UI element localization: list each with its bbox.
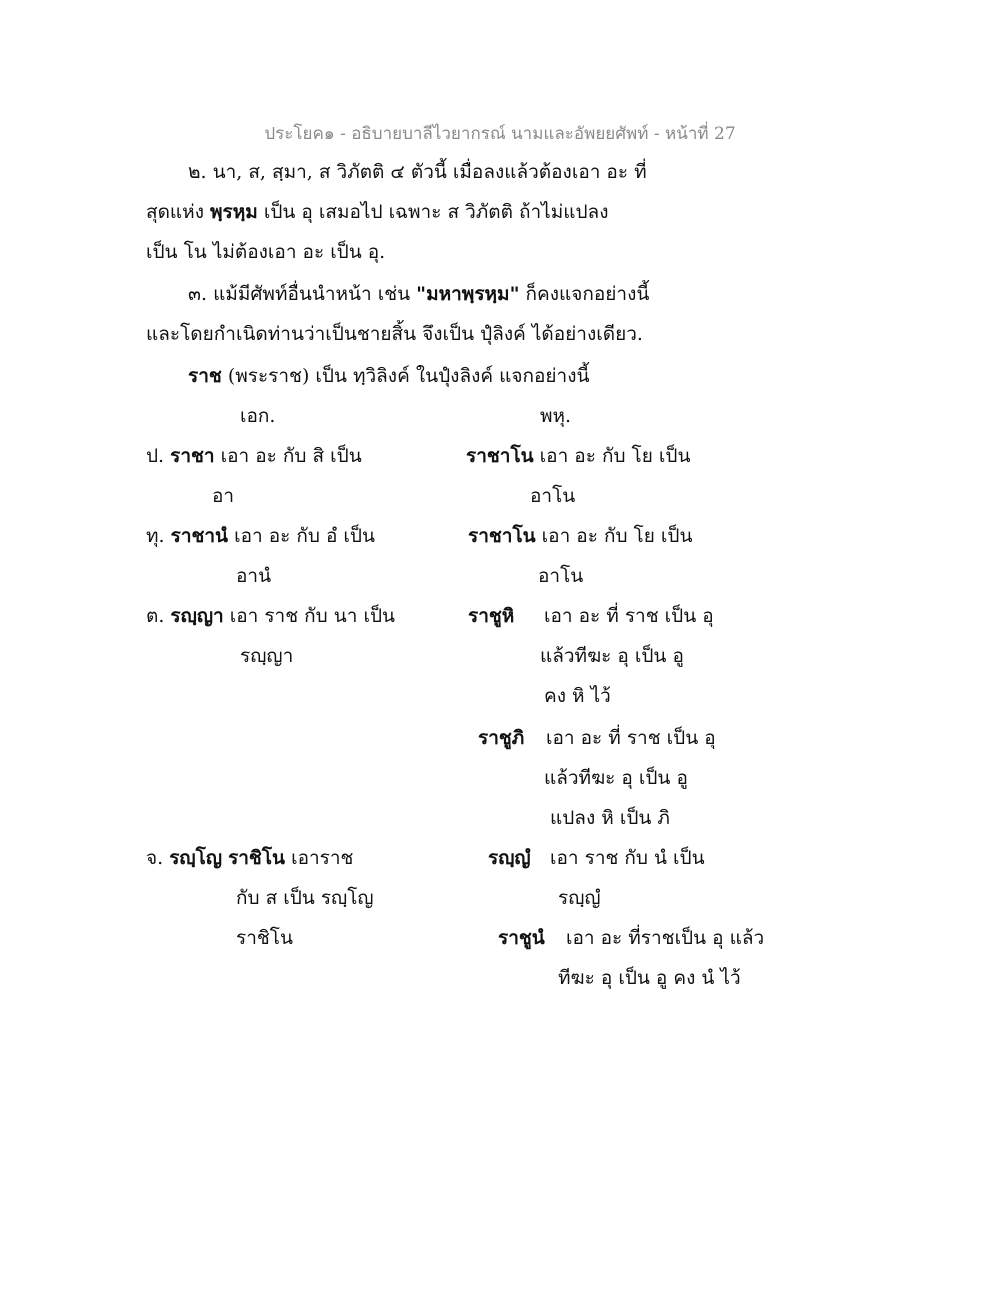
text: เอา อะ กับ อํ เป็น <box>228 525 375 547</box>
text: เอา อะ กับ โย เป็น <box>535 525 693 547</box>
ta-plural-form-2: ราชูภิ <box>478 727 525 749</box>
page-header: ประโยค๑ - อธิบายบาลีไวยากรณ์ นามและอัพยยศัพท์ - หน้าที่ 27 <box>264 124 736 144</box>
column-heading-singular: เอก. <box>240 405 276 427</box>
text: (พระราช) เป็น ทฺวิลิงค์ ในปุํงลิงค์ แจกอย่างนี้ <box>221 365 590 387</box>
ta-plural-2-line-2: แล้วทีฆะ อุ เป็น อู <box>544 767 688 789</box>
text: เอาราช <box>285 847 354 869</box>
ja-plural-1-line-1: เอา ราช กับ นํ เป็น <box>550 847 705 869</box>
text: ๓. แม้มีศัพท์อื่นนำหน้า เช่น <box>188 283 417 305</box>
ta-plural-2-line-1: เอา อะ ที่ ราช เป็น อุ <box>546 727 716 749</box>
declined-form: รญฺญา <box>170 605 224 627</box>
ta-plural-2-line-3: แปลง หิ เป็น ภิ <box>550 807 670 829</box>
declined-form: รญฺโญ <box>169 847 223 869</box>
column-heading-plural: พหุ. <box>540 405 572 427</box>
text: ก็คงแจกอย่างนี้ <box>519 283 650 305</box>
case-label: ป. <box>146 445 171 467</box>
ta-plural-form-1: ราชูหิ <box>468 605 515 627</box>
ja-singular-line-3: ราชิโน <box>236 927 293 949</box>
declined-form: ราชา <box>170 445 215 467</box>
text: เอา อะ กับ สิ เป็น <box>214 445 362 467</box>
text: เอา ราช กับ นา เป็น <box>223 605 395 627</box>
pa-plural-line-1 <box>466 442 690 470</box>
ja-plural-1-line-2: รญฺญํ <box>558 887 601 909</box>
declension-intro <box>188 362 589 390</box>
case-label: ต. <box>146 605 171 627</box>
text: เอา อะ กับ โย เป็น <box>533 445 691 467</box>
thu-plural-line-1 <box>468 522 692 550</box>
ta-plural-1-line-3: คง หิ ไว้ <box>544 685 611 707</box>
case-label: ทุ. <box>146 525 171 547</box>
ta-plural-1-line-2: แล้วทีฆะ อุ เป็น อู <box>540 645 684 667</box>
ta-plural-1-line-1: เอา อะ ที่ ราช เป็น อุ <box>544 605 714 627</box>
text: สุดแห่ง <box>146 201 211 223</box>
ja-singular-line-1 <box>146 844 353 872</box>
text: เป็น อุ เสมอไป เฉพาะ ส วิภัตติ ถ้าไม่แปลง <box>257 201 609 223</box>
paragraph-3-line-1 <box>188 280 649 308</box>
thu-singular-line-1 <box>146 522 375 550</box>
paragraph-2-line-2 <box>146 198 608 226</box>
case-label: จ. <box>146 847 170 869</box>
ja-plural-2-line-1: เอา อะ ที่ราชเป็น อุ แล้ว <box>566 927 765 949</box>
pa-singular-line-1 <box>146 442 362 470</box>
ta-singular-line-1 <box>146 602 395 630</box>
declined-form: ราชานํ <box>170 525 229 547</box>
bold-term: ราช <box>188 365 222 387</box>
pa-singular-line-2: อา <box>212 485 235 507</box>
ja-plural-form-2: ราชูนํ <box>498 927 545 949</box>
pa-plural-line-2: อาโน <box>530 485 576 507</box>
ja-singular-line-2: กับ ส เป็น รญฺโญ <box>236 887 374 909</box>
declined-form: ราชาโน <box>466 445 534 467</box>
thu-singular-line-2: อานํ <box>236 565 272 587</box>
thu-plural-line-2: อาโน <box>538 565 584 587</box>
ja-plural-2-line-2: ทีฆะ อุ เป็น อู คง นํ ไว้ <box>558 967 741 989</box>
declined-form: ราชิโน <box>228 847 286 869</box>
declined-form: ราชาโน <box>468 525 536 547</box>
ja-plural-form-1: รญฺญํ <box>488 847 531 869</box>
bold-term: "มหาพฺรหฺม" <box>416 283 520 305</box>
paragraph-2-line-1: ๒. นา, ส, สฺมา, ส วิภัตติ ๔ ตัวนี้ เมื่อลงแล้วต้องเอา อะ ที่ <box>188 161 647 183</box>
ta-singular-line-2: รญฺญา <box>240 645 294 667</box>
paragraph-2-line-3: เป็น โน ไม่ต้องเอา อะ เป็น อุ. <box>146 241 386 263</box>
bold-term: พฺรหฺม <box>210 201 258 223</box>
paragraph-3-line-2: และโดยกำเนิดท่านว่าเป็นชายสิ้น จึงเป็น ปุํลิงค์ ได้อย่างเดียว. <box>146 323 643 345</box>
